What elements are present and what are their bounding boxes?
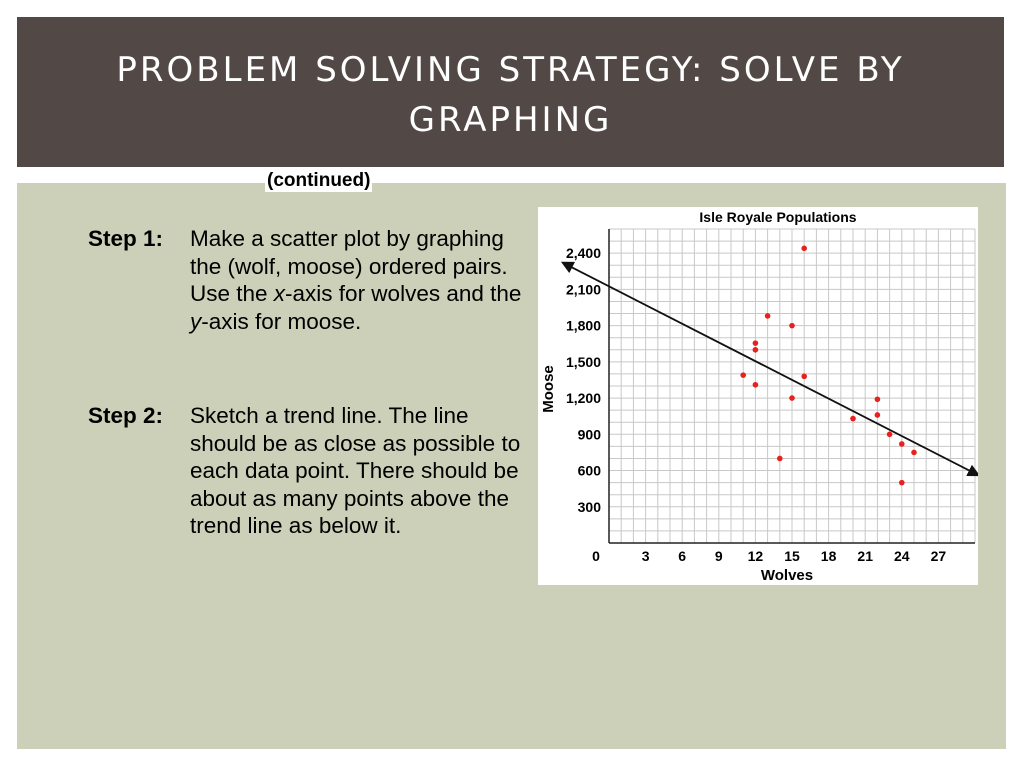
trend-line-group	[563, 263, 978, 475]
data-point	[753, 382, 759, 388]
scatter-chart	[538, 207, 978, 585]
data-point	[789, 323, 795, 329]
step-2-text: Sketch a trend line. The line should be as close as possible to each data point. There should be about as many points above the trend line as below it.	[190, 403, 521, 538]
data-point	[789, 395, 795, 401]
y-tick-label: 900	[577, 426, 601, 443]
data-point	[801, 374, 807, 380]
x-tick-label: 18	[820, 548, 837, 564]
x-tick-label: 6	[678, 548, 687, 564]
step-1-text-after: -axis for moose.	[201, 308, 362, 334]
x-tick-label: 21	[857, 548, 873, 564]
y-tick-label: 2,100	[565, 281, 601, 298]
chart-title: Isle Royale Populations	[699, 209, 857, 225]
grid	[609, 229, 975, 543]
data-point	[875, 412, 881, 418]
step-2-label: Step 2:	[88, 403, 164, 428]
data-point	[887, 432, 893, 438]
x-tick-label: 27	[930, 548, 947, 564]
x-tick-label: 15	[784, 548, 800, 564]
y-tick-label: 600	[577, 462, 601, 479]
x-tick-label: 0	[592, 548, 600, 564]
data-point	[801, 246, 807, 252]
y-variable: y	[190, 308, 202, 334]
step-1-text-before: Make a scatter plot by graphing the (wolf, moose) ordered pairs. Use the	[190, 226, 508, 306]
continued-label: (continued)	[267, 170, 371, 191]
chart-svg	[538, 207, 978, 585]
y-axis-label: Moose	[540, 365, 557, 413]
data-point	[753, 340, 759, 346]
data-point	[899, 480, 905, 486]
slide-title: PROBLEM SOLVING STRATEGY: SOLVE BY GRAPHING	[116, 50, 905, 140]
step-1-label: Step 1:	[88, 226, 164, 251]
y-tick-label: 300	[577, 498, 601, 515]
x-tick-label: 9	[714, 548, 723, 564]
y-tick-label: 1,500	[565, 353, 601, 370]
data-point	[777, 456, 783, 462]
step-1-text-mid: -axis for wolves and the	[285, 281, 522, 306]
data-point	[875, 396, 881, 402]
y-tick-label: 2,400	[565, 245, 601, 262]
x-tick-label: 24	[894, 548, 910, 564]
data-point	[850, 416, 856, 422]
data-point	[740, 372, 746, 378]
x-axis-label: Wolves	[760, 567, 814, 584]
y-tick-label: 1,800	[565, 317, 601, 334]
x-tick-label: 12	[747, 548, 764, 564]
step-1-text	[190, 225, 525, 335]
trend-line	[563, 263, 978, 475]
data-point	[765, 313, 771, 319]
data-point	[899, 441, 905, 447]
step-1	[88, 225, 528, 335]
data-point	[753, 347, 759, 353]
title-bar	[17, 17, 1004, 167]
x-variable: x	[273, 281, 286, 306]
y-tick-label: 1,200	[565, 390, 601, 407]
x-tick-label: 3	[641, 548, 650, 564]
step-2	[88, 402, 528, 540]
data-point	[911, 450, 917, 456]
